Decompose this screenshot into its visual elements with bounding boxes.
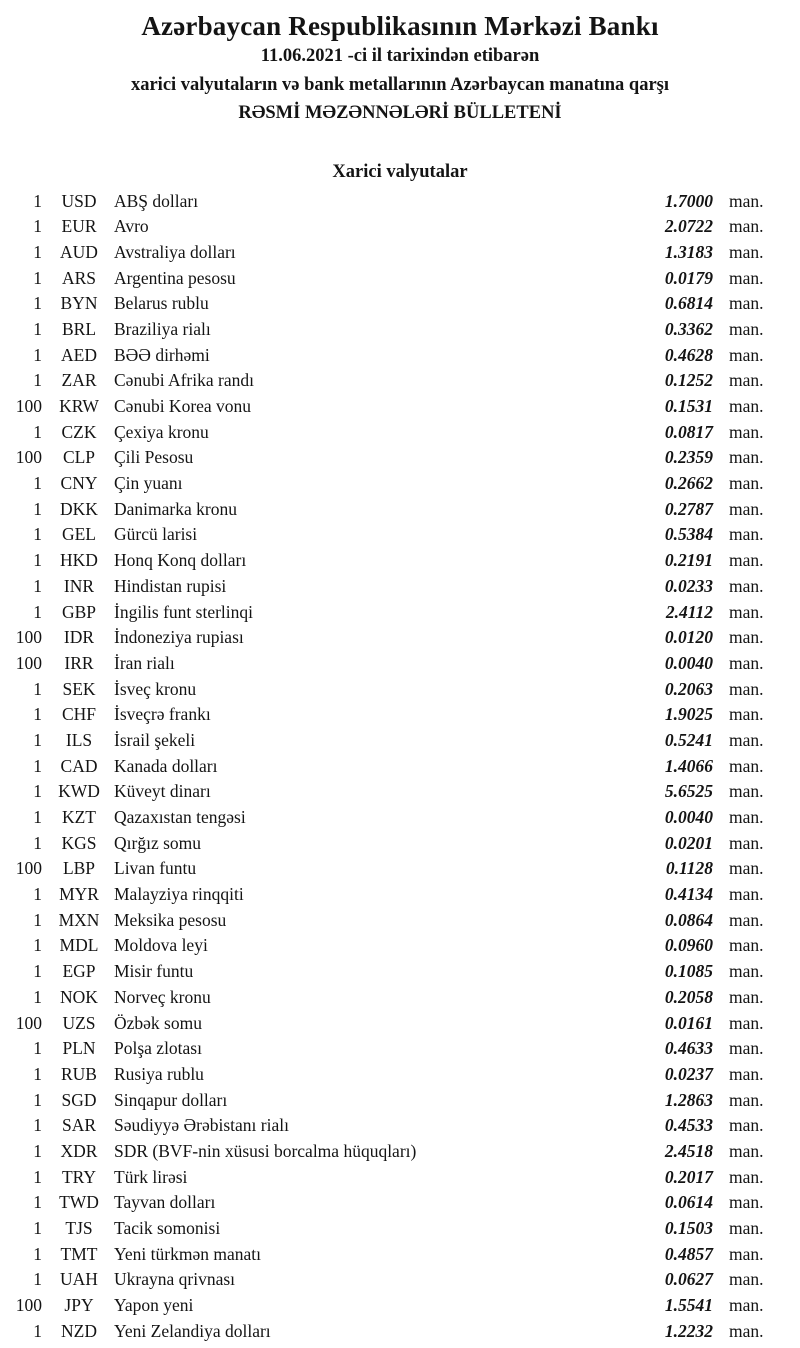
page-title: Azərbaycan Respublikasının Mərkəzi Bankı	[141, 11, 659, 41]
rate-value: 0.2787	[664, 498, 713, 519]
table-row	[0, 677, 800, 703]
rate-value: 0.0237	[664, 1063, 713, 1084]
currency-name: Argentina pesosu	[114, 267, 236, 288]
currency-name: Honq Konq dolları	[114, 550, 247, 571]
table-row	[0, 1293, 800, 1319]
table-row	[0, 240, 800, 266]
currency-name: Yapon yeni	[114, 1295, 194, 1316]
currency-code: EGP	[62, 961, 96, 982]
unit-label: man.	[729, 832, 764, 853]
currency-code: MXN	[58, 909, 100, 930]
rate-value: 0.2017	[664, 1166, 713, 1187]
rate-quantity: 1	[33, 704, 42, 725]
table-row	[0, 291, 800, 317]
table-row	[0, 394, 800, 420]
table-row	[0, 754, 800, 780]
unit-label: man.	[729, 678, 764, 699]
currency-name: Danimarka kronu	[114, 498, 237, 519]
currency-name: Türk lirəsi	[114, 1166, 188, 1187]
currency-code: PLN	[62, 1038, 96, 1059]
table-row	[0, 368, 800, 394]
currency-code: AED	[61, 344, 97, 365]
table-row	[0, 702, 800, 728]
table-row	[0, 805, 800, 831]
currency-name: Polşa zlotası	[114, 1038, 202, 1059]
table-row	[0, 471, 800, 497]
rate-quantity: 1	[33, 190, 42, 211]
table-row	[0, 1216, 800, 1242]
currency-code: NZD	[61, 1320, 97, 1341]
unit-label: man.	[729, 1192, 764, 1213]
rate-value: 0.0614	[664, 1192, 713, 1213]
unit-label: man.	[729, 704, 764, 725]
currency-name: Gürcü larisi	[114, 524, 198, 545]
currency-name: İndoneziya rupiası	[114, 627, 244, 648]
currency-code: ILS	[65, 729, 93, 750]
rate-quantity: 1	[33, 807, 42, 827]
unit-label: man.	[729, 781, 764, 802]
rate-quantity: 1	[33, 575, 42, 596]
currency-name: Moldova leyi	[114, 935, 208, 956]
rate-quantity: 1	[33, 884, 42, 905]
currency-name: SDR (BVF-nin xüsusi borcalma hüquqları)	[114, 1140, 417, 1161]
currency-name: Qırğız somu	[114, 832, 202, 853]
rate-value: 0.4633	[664, 1038, 713, 1059]
rate-value: 0.2191	[664, 550, 713, 571]
currency-code: TMT	[60, 1243, 98, 1264]
unit-label: man.	[729, 396, 764, 416]
rate-value: 0.0120	[664, 627, 713, 648]
unit-label: man.	[729, 1012, 764, 1033]
unit-label: man.	[729, 447, 764, 468]
rate-quantity: 1	[33, 832, 42, 853]
rate-value: 1.3183	[664, 241, 713, 262]
rate-value: 0.3362	[664, 318, 713, 339]
rate-quantity: 1	[33, 1063, 42, 1084]
currency-name: Meksika pesosu	[114, 909, 227, 930]
currency-code: KZT	[61, 807, 97, 827]
rate-value: 2.0722	[664, 216, 713, 237]
unit-label: man.	[729, 241, 764, 262]
currency-code: NOK	[60, 986, 98, 1007]
rate-quantity: 1	[33, 729, 42, 750]
bulletin-title-line: RƏSMİ MƏZƏNNƏLƏRİ BÜLLETENİ	[238, 103, 562, 123]
table-row	[0, 343, 800, 369]
table-row	[0, 933, 800, 959]
unit-label: man.	[729, 190, 764, 211]
rate-value: 1.4066	[664, 755, 713, 776]
unit-label: man.	[729, 1218, 764, 1238]
table-row	[0, 908, 800, 934]
rate-value: 0.1503	[664, 1218, 713, 1238]
currency-code: AUD	[60, 241, 98, 262]
currency-code: BYN	[60, 293, 98, 314]
currency-code: LBP	[62, 858, 96, 879]
rate-value: 0.0817	[664, 421, 713, 442]
currency-name: Kanada dolları	[114, 755, 218, 776]
table-row	[0, 1088, 800, 1114]
currency-code: HKD	[60, 550, 98, 571]
table-row	[0, 831, 800, 857]
unit-label: man.	[729, 935, 764, 956]
currency-code: SAR	[61, 1115, 97, 1136]
rate-quantity: 1	[33, 1115, 42, 1136]
currency-name: Özbək somu	[114, 1012, 202, 1033]
currency-code: KWD	[58, 781, 100, 802]
currency-code: KRW	[59, 396, 99, 416]
table-row	[0, 600, 800, 626]
currency-name: İsrail şekeli	[114, 729, 196, 750]
rate-quantity: 1	[33, 1192, 42, 1213]
rate-value: 2.4112	[665, 601, 713, 622]
currency-name: Belarus rublu	[114, 293, 209, 314]
table-row	[0, 522, 800, 548]
table-row	[0, 1113, 800, 1139]
rate-quantity: 1	[33, 1243, 42, 1264]
table-row	[0, 445, 800, 471]
rate-quantity: 1	[33, 421, 42, 442]
unit-label: man.	[729, 755, 764, 776]
unit-label: man.	[729, 344, 764, 365]
unit-label: man.	[729, 858, 764, 879]
rate-quantity: 100	[15, 1295, 42, 1316]
currency-name: İsveç kronu	[114, 678, 197, 699]
currency-name: Sinqapur dolları	[114, 1089, 228, 1110]
table-row	[0, 1242, 800, 1268]
currency-code: CLP	[62, 447, 96, 468]
table-row	[0, 625, 800, 651]
rate-quantity: 1	[33, 1269, 42, 1290]
currency-name: İsveçrə frankı	[114, 704, 211, 725]
rate-value: 1.2863	[664, 1089, 713, 1110]
table-row	[0, 1011, 800, 1037]
currency-code: IDR	[63, 627, 95, 648]
currency-name: Braziliya rialı	[114, 318, 211, 339]
rate-quantity: 1	[33, 241, 42, 262]
unit-label: man.	[729, 1166, 764, 1187]
unit-label: man.	[729, 961, 764, 982]
rate-quantity: 1	[33, 961, 42, 982]
section-title-foreign-currencies: Xarici valyutalar	[332, 161, 468, 182]
currency-name: Çili Pesosu	[114, 447, 194, 468]
currency-name: Tayvan dolları	[114, 1192, 216, 1213]
unit-label: man.	[729, 1320, 764, 1341]
unit-label: man.	[729, 370, 764, 391]
exchange-rates-table	[0, 189, 800, 1345]
rate-value: 0.5241	[664, 729, 713, 750]
currency-code: INR	[63, 575, 95, 596]
currency-name: Tacik somonisi	[114, 1218, 221, 1238]
unit-label: man.	[729, 267, 764, 288]
currency-name: ABŞ dolları	[114, 190, 199, 211]
table-row	[0, 651, 800, 677]
currency-name: Rusiya rublu	[114, 1063, 204, 1084]
currency-name: Norveç kronu	[114, 986, 211, 1007]
currency-code: KGS	[61, 832, 97, 853]
currency-name: Ukrayna qrivnası	[114, 1269, 236, 1290]
rate-value: 0.2359	[664, 447, 713, 468]
currency-code: UZS	[62, 1012, 96, 1033]
rate-quantity: 1	[33, 1140, 42, 1161]
rate-value: 5.6525	[664, 781, 713, 802]
rate-quantity: 1	[33, 1089, 42, 1110]
rate-value: 1.5541	[664, 1295, 713, 1316]
unit-label: man.	[729, 216, 764, 237]
currency-name: Çin yuanı	[114, 473, 183, 494]
table-row	[0, 882, 800, 908]
rate-quantity: 100	[15, 396, 42, 416]
rate-value: 0.1531	[664, 396, 713, 416]
table-row	[0, 266, 800, 292]
table-row	[0, 1267, 800, 1293]
unit-label: man.	[729, 1038, 764, 1059]
rate-quantity: 1	[33, 524, 42, 545]
unit-label: man.	[729, 1243, 764, 1264]
unit-label: man.	[729, 1140, 764, 1161]
rate-value: 0.5384	[664, 524, 713, 545]
rate-quantity: 1	[33, 781, 42, 802]
table-row	[0, 1190, 800, 1216]
unit-label: man.	[729, 550, 764, 571]
currency-code: GBP	[61, 601, 97, 622]
rate-value: 0.6814	[664, 293, 713, 314]
rate-value: 1.2232	[664, 1320, 713, 1341]
table-row	[0, 779, 800, 805]
table-row	[0, 214, 800, 240]
rate-quantity: 1	[33, 267, 42, 288]
table-row	[0, 497, 800, 523]
unit-label: man.	[729, 498, 764, 519]
unit-label: man.	[729, 601, 764, 622]
rate-value: 0.0040	[664, 807, 713, 827]
table-row	[0, 1062, 800, 1088]
unit-label: man.	[729, 293, 764, 314]
currency-code: TWD	[59, 1192, 99, 1213]
rate-value: 0.4533	[664, 1115, 713, 1136]
currency-code: TJS	[65, 1218, 93, 1238]
rate-quantity: 1	[33, 678, 42, 699]
unit-label: man.	[729, 1115, 764, 1136]
currency-code: USD	[61, 190, 97, 211]
rate-value: 0.4857	[664, 1243, 713, 1264]
currency-name: Çexiya kronu	[114, 421, 209, 442]
unit-label: man.	[729, 986, 764, 1007]
rate-quantity: 1	[33, 344, 42, 365]
rate-quantity: 100	[15, 858, 42, 879]
unit-label: man.	[729, 729, 764, 750]
currency-name: Livan funtu	[114, 858, 197, 879]
rate-quantity: 1	[33, 473, 42, 494]
currency-code: CAD	[60, 755, 98, 776]
rate-value: 1.9025	[664, 704, 713, 725]
currency-name: Qazaxıstan tengəsi	[114, 807, 246, 827]
rate-value: 0.0201	[664, 832, 713, 853]
rate-quantity: 1	[33, 550, 42, 571]
currency-name: Yeni Zelandiya dolları	[114, 1320, 271, 1341]
currency-code: DKK	[60, 498, 98, 519]
currency-code: GEL	[61, 524, 97, 545]
unit-label: man.	[729, 1269, 764, 1290]
currency-code: MYR	[59, 884, 99, 905]
currency-name: Misir funtu	[114, 961, 194, 982]
currency-code: BRL	[61, 318, 97, 339]
currency-name: Yeni türkmən manatı	[114, 1243, 261, 1264]
table-row	[0, 1139, 800, 1165]
table-row	[0, 728, 800, 754]
unit-label: man.	[729, 421, 764, 442]
currency-code: SEK	[62, 678, 96, 699]
table-row	[0, 1319, 800, 1345]
table-row	[0, 1165, 800, 1191]
table-row	[0, 1036, 800, 1062]
rate-quantity: 1	[33, 1166, 42, 1187]
unit-label: man.	[729, 1089, 764, 1110]
currency-code: JPY	[64, 1295, 94, 1316]
currency-name: Avro	[114, 216, 149, 237]
rate-value: 0.0864	[664, 909, 713, 930]
unit-label: man.	[729, 575, 764, 596]
table-row	[0, 574, 800, 600]
rate-value: 0.2058	[664, 986, 713, 1007]
unit-label: man.	[729, 318, 764, 339]
rate-quantity: 1	[33, 986, 42, 1007]
currency-name: Malayziya rinqqiti	[114, 884, 244, 905]
currency-code: ARS	[61, 267, 97, 288]
rate-value: 0.1252	[664, 370, 713, 391]
rate-quantity: 1	[33, 601, 42, 622]
rate-quantity: 1	[33, 935, 42, 956]
currency-name: Cənubi Afrika randı	[114, 370, 254, 391]
rate-quantity: 1	[33, 755, 42, 776]
rate-value: 0.0627	[664, 1269, 713, 1290]
rate-quantity: 1	[33, 318, 42, 339]
currency-name: İran rialı	[114, 652, 175, 673]
currency-name: Küveyt dinarı	[114, 781, 211, 802]
rate-value: 0.4134	[664, 884, 713, 905]
table-row	[0, 856, 800, 882]
currency-code: EUR	[61, 216, 97, 237]
unit-label: man.	[729, 524, 764, 545]
unit-label: man.	[729, 652, 764, 673]
rate-value: 0.0179	[664, 267, 713, 288]
table-row	[0, 317, 800, 343]
currency-code: CNY	[60, 473, 98, 494]
currency-code: CHF	[61, 704, 97, 725]
rate-value: 2.4518	[664, 1140, 713, 1161]
unit-label: man.	[729, 1063, 764, 1084]
currency-name: BƏƏ dirhəmi	[114, 344, 210, 365]
currency-name: Səudiyyə Ərəbistanı rialı	[114, 1115, 289, 1136]
rate-value: 0.4628	[664, 344, 713, 365]
rate-quantity: 1	[33, 1038, 42, 1059]
currency-name: Avstraliya dolları	[114, 241, 236, 262]
currency-code: IRR	[64, 652, 94, 673]
rate-quantity: 1	[33, 1320, 42, 1341]
rate-quantity: 1	[33, 293, 42, 314]
currency-code: SGD	[61, 1089, 97, 1110]
rate-quantity: 100	[15, 627, 42, 648]
currency-code: MDL	[59, 935, 99, 956]
table-row	[0, 548, 800, 574]
rate-quantity: 1	[33, 909, 42, 930]
currency-code: XDR	[60, 1140, 98, 1161]
rate-value: 0.0233	[664, 575, 713, 596]
table-row	[0, 420, 800, 446]
header-lines	[0, 42, 800, 128]
rate-quantity: 100	[15, 1012, 42, 1033]
rate-quantity: 100	[15, 652, 42, 673]
table-row	[0, 189, 800, 215]
currency-name: İngilis funt sterlinqi	[114, 601, 254, 622]
table-row	[0, 959, 800, 985]
unit-label: man.	[729, 1295, 764, 1316]
rate-value: 0.2063	[664, 678, 713, 699]
currency-code: UAH	[60, 1269, 98, 1290]
rate-value: 0.0040	[664, 652, 713, 673]
rate-quantity: 100	[15, 447, 42, 468]
rate-quantity: 1	[33, 1218, 42, 1238]
rate-value: 0.0161	[664, 1012, 713, 1033]
rate-value: 0.1128	[665, 858, 713, 879]
unit-label: man.	[729, 473, 764, 494]
rate-value: 0.0960	[664, 935, 713, 956]
rate-value: 0.1085	[664, 961, 713, 982]
table-row	[0, 985, 800, 1011]
currency-code: CZK	[61, 421, 97, 442]
currency-code: RUB	[61, 1063, 97, 1084]
unit-label: man.	[729, 807, 764, 827]
unit-label: man.	[729, 884, 764, 905]
unit-label: man.	[729, 627, 764, 648]
effective-date-line: 11.06.2021 -ci il tarixindən etibarən	[260, 46, 540, 66]
rate-value: 1.7000	[664, 190, 713, 211]
currency-name: Cənubi Korea vonu	[114, 396, 252, 416]
currency-code: TRY	[61, 1166, 97, 1187]
rate-quantity: 1	[33, 498, 42, 519]
rate-quantity: 1	[33, 370, 42, 391]
rate-quantity: 1	[33, 216, 42, 237]
unit-label: man.	[729, 909, 764, 930]
currency-name: Hindistan rupisi	[114, 575, 227, 596]
rate-value: 0.2662	[664, 473, 713, 494]
currency-code: ZAR	[61, 370, 97, 391]
subtitle-line: xarici valyutaların və bank metallarının Azərbaycan manatına qarşı	[130, 74, 670, 95]
